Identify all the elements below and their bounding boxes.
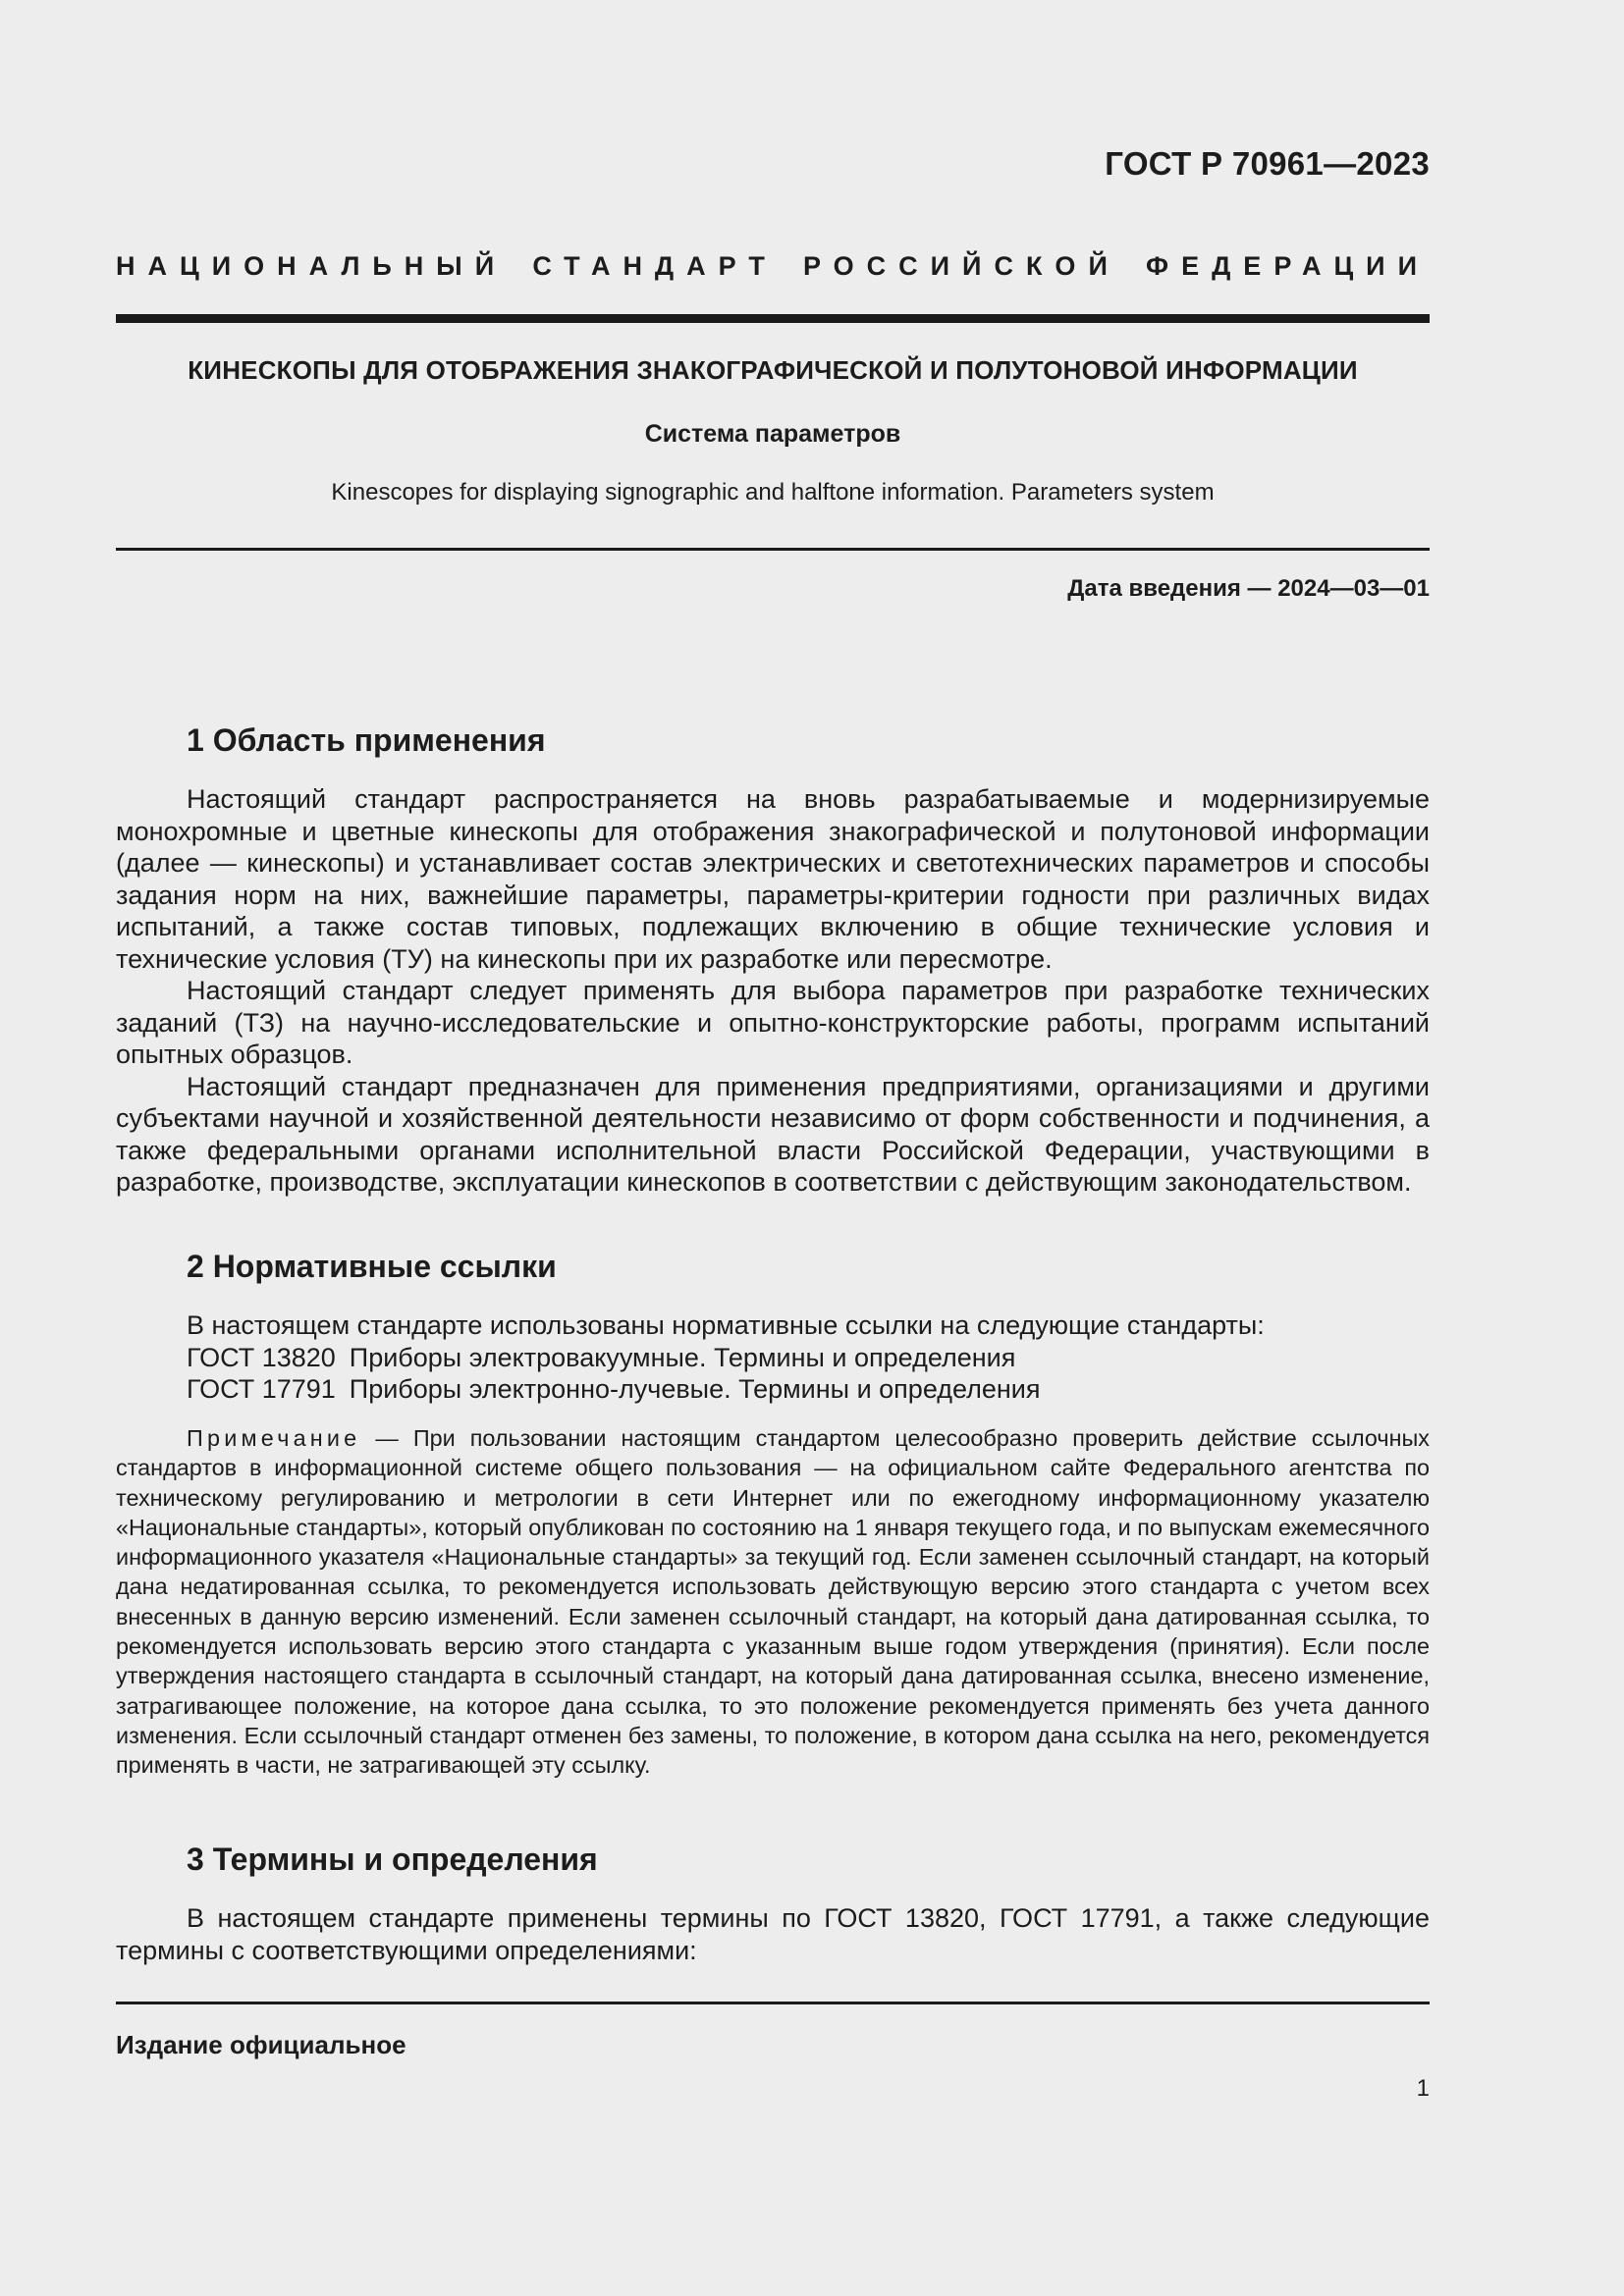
reference-item xyxy=(187,1342,1430,1374)
document-subtitle: Система параметров xyxy=(644,420,901,448)
section-1-heading: 1 Область применения xyxy=(187,722,546,758)
section-1-paragraph: Настоящий стандарт распространяется на вновь разрабатываемые и модернизируемые монохромные и цветные кинескопы для отображения знакографической и полутоновой информации (далее — кинескопы) и устанавливает состав электрических и светотехнических параметров и способы задания норм на них, важнейшие параметры, параметры-критерии годности при различных видах испытаний, а также состав типовых, подлежащих включению в общие технические условия и технические условия (ТУ) на кинескопы при их разработке или пересмотре. xyxy=(116,784,1430,974)
introduction-date: Дата введения — 2024—03—01 xyxy=(1067,575,1430,602)
section-3-body xyxy=(116,1902,1430,1966)
section-3-heading: 3 Термины и определения xyxy=(187,1842,598,1877)
section-3-paragraph: В настоящем стандарте применены термины по ГОСТ 13820, ГОСТ 17791, а также следующие термины с соответствующими определениями: xyxy=(116,1903,1430,1965)
reference-title: Приборы электронно-лучевые. Термины и определения xyxy=(349,1374,1041,1404)
references-intro: В настоящем стандарте использованы нормативные ссылки на следующие стандарты: xyxy=(187,1310,1265,1340)
section-1-paragraph: Настоящий стандарт предназначен для применения предприятиями, организациями и другими субъектами научной и хозяйственной деятельности независимо от форм собственности и подчинения, а также федеральными органами исполнительной власти Российской Федерации, участвующими в разработке, производстве, эксплуатации кинескопов в соответствии с действующим законодательством. xyxy=(116,1071,1430,1197)
footer-rule xyxy=(116,2002,1430,2004)
reference-item xyxy=(187,1373,1430,1406)
section-1-paragraph: Настоящий стандарт следует применять для выбора параметров при разработке технических заданий (ТЗ) на научно-исследовательские и опытно-конструкторские работы, программ испытаний опытных образцов. xyxy=(116,976,1430,1069)
national-standard-banner: НАЦИОНАЛЬНЫЙ СТАНДАРТ РОССИЙСКОЙ ФЕДЕРАЦИИ xyxy=(116,251,1430,281)
section-2-heading: 2 Нормативные ссылки xyxy=(187,1249,557,1284)
note-label: Примечание xyxy=(187,1425,361,1451)
references-note xyxy=(116,1423,1430,1781)
reference-code: ГОСТ 13820 xyxy=(187,1342,336,1372)
header-rule-thick xyxy=(116,314,1430,323)
title-rule xyxy=(116,548,1430,551)
official-edition-label: Издание официальное xyxy=(116,2030,406,2059)
normative-references xyxy=(187,1309,1430,1406)
document-title: КИНЕСКОПЫ ДЛЯ ОТОБРАЖЕНИЯ ЗНАКОГРАФИЧЕСКОЙ И ПОЛУТОНОВОЙ ИНФОРМАЦИИ xyxy=(188,355,1358,385)
english-title: Kinescopes for displaying signographic and halftone information. Parameters system xyxy=(331,479,1215,506)
page-number: 1 xyxy=(1416,2075,1430,2102)
reference-title: Приборы электровакуумные. Термины и определения xyxy=(349,1342,1016,1372)
document-number: ГОСТ Р 70961—2023 xyxy=(1105,145,1430,182)
reference-code: ГОСТ 17791 xyxy=(187,1374,336,1404)
note-text: — При пользовании настоящим стандартом целесообразно проверить действие ссылочных стандартов в информационной системе общего пользования — на официальном сайте Федерального агентства по техническому регулированию и метрологии в сети Интернет или по ежегодному информационному указателю «Национальные стандарты», который опубликован по состоянию на 1 января текущего года, и по выпускам ежемесячного информационного указателя «Национальные стандарты» за текущий год. Если заменен ссылочный стандарт, на который дана недатированная ссылка, то рекомендуется использовать действующую версию этого стандарта с учетом всех внесенных в данную версию изменений. Если заменен ссылочный стандарт, на который дана датированная ссылка, то рекомендуется использовать версию этого стандарта с указанным выше годом утверждения (принятия). Если после утверждения настоящего стандарта в ссылочный стандарт, на который дана датированная ссылка, внесено изменение, затрагивающее положение, на которое дана ссылка, то это положение рекомендуется применять без учета данного изменения. Если ссылочный стандарт отменен без замены, то положение, в котором дана ссылка на него, рекомендуется применять в части, не затрагивающей эту ссылку. xyxy=(116,1425,1430,1779)
section-1-body xyxy=(116,783,1430,1199)
